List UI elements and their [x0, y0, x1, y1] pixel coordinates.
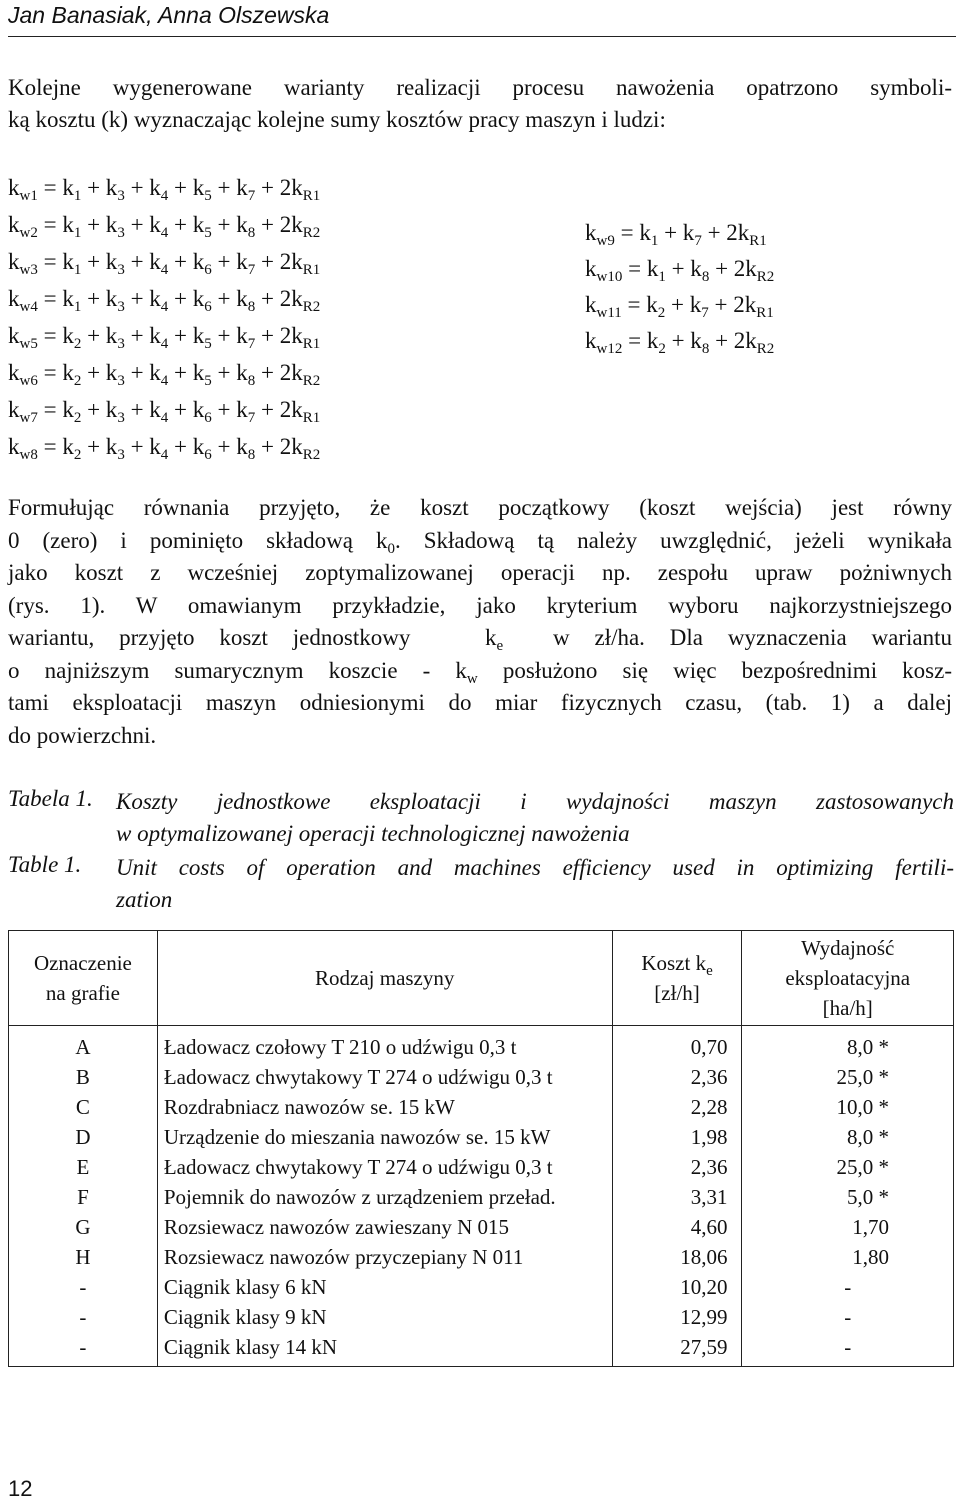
- table-row: [9, 1152, 954, 1182]
- caption-label-en: Table 1.: [8, 852, 82, 877]
- cell-cost: 2,36: [612, 1152, 742, 1182]
- caption-line-pl: w optymalizowanej operacji technologicznej nawożenia: [116, 821, 630, 846]
- body-line: wariantu, przyjęto koszt jednostkowy $k_e$ w zł/ha. Dla wyznaczenia wariantu: [8, 625, 953, 654]
- caption-text-pl: [116, 786, 954, 850]
- table-row: [9, 1212, 954, 1242]
- cell-machine-type: Rozdrabniacz nawozów se. 15 kW: [157, 1092, 612, 1122]
- cell-cost: 27,59: [612, 1332, 742, 1367]
- cell-machine-type: Ładowacz chwytakowy T 274 o udźwigu 0,3 t: [157, 1062, 612, 1092]
- cell-code: H: [9, 1242, 158, 1272]
- cell-code: -: [9, 1272, 158, 1302]
- cell-code: -: [9, 1302, 158, 1332]
- machine-costs-table: [8, 930, 954, 1367]
- caption-text-en: [116, 852, 954, 916]
- equation-kw3: $k_{w3} = k_1 + k_3 + k_4 + k_6 + k_7 + 2k_{R1}$: [8, 249, 321, 278]
- equations-left-column: [8, 173, 320, 469]
- cell-code: -: [9, 1332, 158, 1367]
- body-line: Formułując równania przyjęto, że koszt początkowy (koszt wejścia) jest równy: [8, 495, 952, 520]
- table-row: [9, 1332, 954, 1367]
- equation-kw7: $k_{w7} = k_2 + k_3 + k_4 + k_6 + k_7 + 2k_{R1}$: [8, 397, 321, 426]
- body-line: jako koszt z wcześniej zoptymalizowanej operacji np. zespołu upraw pożniwnych: [8, 560, 952, 585]
- equation-kw9: $k_{w9} = k_1 + k_7 + 2k_{R1}$: [585, 220, 767, 249]
- cell-cost: 10,20: [612, 1272, 742, 1302]
- caption-label-pl: Tabela 1.: [8, 786, 93, 811]
- cell-cost: 18,06: [612, 1242, 742, 1272]
- cell-efficiency: -: [742, 1272, 954, 1302]
- body-line: o najniższym sumarycznym koszcie - $k_w$ posłużono się więc bezpośrednimi kosz-: [8, 657, 952, 687]
- cell-cost: 2,36: [612, 1062, 742, 1092]
- equation-kw2: $k_{w2} = k_1 + k_3 + k_4 + k_5 + k_8 + 2k_{R2}$: [8, 212, 321, 241]
- equation-kw8: $k_{w8} = k_2 + k_3 + k_4 + k_6 + k_8 + 2k_{R2}$: [8, 434, 321, 463]
- cell-efficiency: 5,0 *: [742, 1182, 954, 1212]
- header-efficiency: Wydajność eksploatacyjna [ha/h]: [742, 931, 954, 1026]
- cell-cost: 3,31: [612, 1182, 742, 1212]
- cell-efficiency: 1,70: [742, 1212, 954, 1242]
- header-authors: Jan Banasiak, Anna Olszewska: [8, 2, 330, 28]
- table-row: [9, 1122, 954, 1152]
- header-code: Oznaczenie na grafie: [9, 931, 158, 1026]
- intro-line: ką kosztu (k) wyznaczając kolejne sumy kosztów pracy maszyn i ludzi:: [8, 107, 666, 132]
- table-row: [9, 1182, 954, 1212]
- cell-machine-type: Pojemnik do nawozów z urządzeniem przeład.: [157, 1182, 612, 1212]
- body-paragraph: [8, 492, 952, 752]
- cell-efficiency: 1,80: [742, 1242, 954, 1272]
- caption-line-pl: Koszty jednostkowe eksploatacji i wydajności maszyn zastosowanych: [116, 789, 954, 814]
- cell-machine-type: Ładowacz czołowy T 210 o udźwigu 0,3 t: [157, 1026, 612, 1063]
- header-cost: Koszt $k_e$ [zł/h]: [612, 931, 742, 1026]
- equation-kw4: $k_{w4} = k_1 + k_3 + k_4 + k_6 + k_8 + 2k_{R2}$: [8, 286, 321, 315]
- table-row: [9, 1242, 954, 1272]
- body-line: 0 (zero) i pominięto składową $k_0$. Składową tą należy uwzględnić, jeżeli wynikała: [8, 527, 952, 557]
- table-row: [9, 1272, 954, 1302]
- cell-code: C: [9, 1092, 158, 1122]
- table-body: [9, 1026, 954, 1367]
- table-row: [9, 1026, 954, 1063]
- cell-code: E: [9, 1152, 158, 1182]
- cell-code: G: [9, 1212, 158, 1242]
- caption-line-en: Unit costs of operation and machines efficiency used in optimizing fertili-: [116, 855, 954, 880]
- cell-cost: 1,98: [612, 1122, 742, 1152]
- cell-efficiency: 10,0 *: [742, 1092, 954, 1122]
- equation-kw11: $k_{w11} = k_2 + k_7 + 2k_{R1}$: [585, 292, 774, 321]
- cell-machine-type: Ciągnik klasy 6 kN: [157, 1272, 612, 1302]
- cell-machine-type: Ciągnik klasy 9 kN: [157, 1302, 612, 1332]
- equation-kw10: $k_{w10} = k_1 + k_8 + 2k_{R2}$: [585, 256, 775, 285]
- body-line: (rys. 1). W omawianym przykładzie, jako kryterium wyboru najkorzystniejszego: [8, 592, 952, 618]
- body-line: do powierzchni.: [8, 722, 157, 748]
- cell-cost: 12,99: [612, 1302, 742, 1332]
- cell-cost: 4,60: [612, 1212, 742, 1242]
- cell-machine-type: Rozsiewacz nawozów przyczepiany N 011: [157, 1242, 612, 1272]
- cell-machine-type: Ładowacz chwytakowy T 274 o udźwigu 0,3 t: [157, 1152, 612, 1182]
- cell-code: B: [9, 1062, 158, 1092]
- equations-right-column: [585, 218, 774, 362]
- cell-efficiency: -: [742, 1332, 954, 1367]
- table-row: [9, 1062, 954, 1092]
- equation-kw12: $k_{w12} = k_2 + k_8 + 2k_{R2}$: [585, 328, 775, 357]
- cell-efficiency: 8,0 *: [742, 1026, 954, 1063]
- caption-line-en: zation: [116, 887, 173, 912]
- cell-efficiency: 8,0 *: [742, 1122, 954, 1152]
- cell-machine-type: Rozsiewacz nawozów zawieszany N 015: [157, 1212, 612, 1242]
- running-header: [8, 0, 956, 37]
- body-line: tami eksploatacji maszyn odniesionymi do miar fizycznych czasu, (tab. 1) a dalej: [8, 690, 952, 715]
- cell-efficiency: 25,0 *: [742, 1152, 954, 1182]
- cell-code: F: [9, 1182, 158, 1212]
- intro-line: Kolejne wygenerowane warianty realizacji procesu nawożenia opatrzono symboli-: [8, 75, 952, 100]
- header-machine-type: Rodzaj maszyny: [157, 931, 612, 1026]
- table-row: [9, 1092, 954, 1122]
- intro-paragraph: [8, 72, 952, 136]
- cell-code: D: [9, 1122, 158, 1152]
- cell-cost: 0,70: [612, 1026, 742, 1063]
- equation-kw5: $k_{w5} = k_2 + k_3 + k_4 + k_5 + k_7 + 2k_{R1}$: [8, 323, 321, 352]
- page-number: 12: [8, 1476, 33, 1501]
- cell-efficiency: 25,0 *: [742, 1062, 954, 1092]
- cell-cost: 2,28: [612, 1092, 742, 1122]
- table-row: [9, 1302, 954, 1332]
- cell-efficiency: -: [742, 1302, 954, 1332]
- cell-machine-type: Urządzenie do mieszania nawozów se. 15 kW: [157, 1122, 612, 1152]
- cell-code: A: [9, 1026, 158, 1063]
- cell-machine-type: Ciągnik klasy 14 kN: [157, 1332, 612, 1367]
- table-header-row: [9, 931, 954, 1026]
- equation-kw6: $k_{w6} = k_2 + k_3 + k_4 + k_5 + k_8 + 2k_{R2}$: [8, 360, 321, 389]
- equation-kw1: $k_{w1} = k_1 + k_3 + k_4 + k_5 + k_7 + 2k_{R1}$: [8, 175, 321, 204]
